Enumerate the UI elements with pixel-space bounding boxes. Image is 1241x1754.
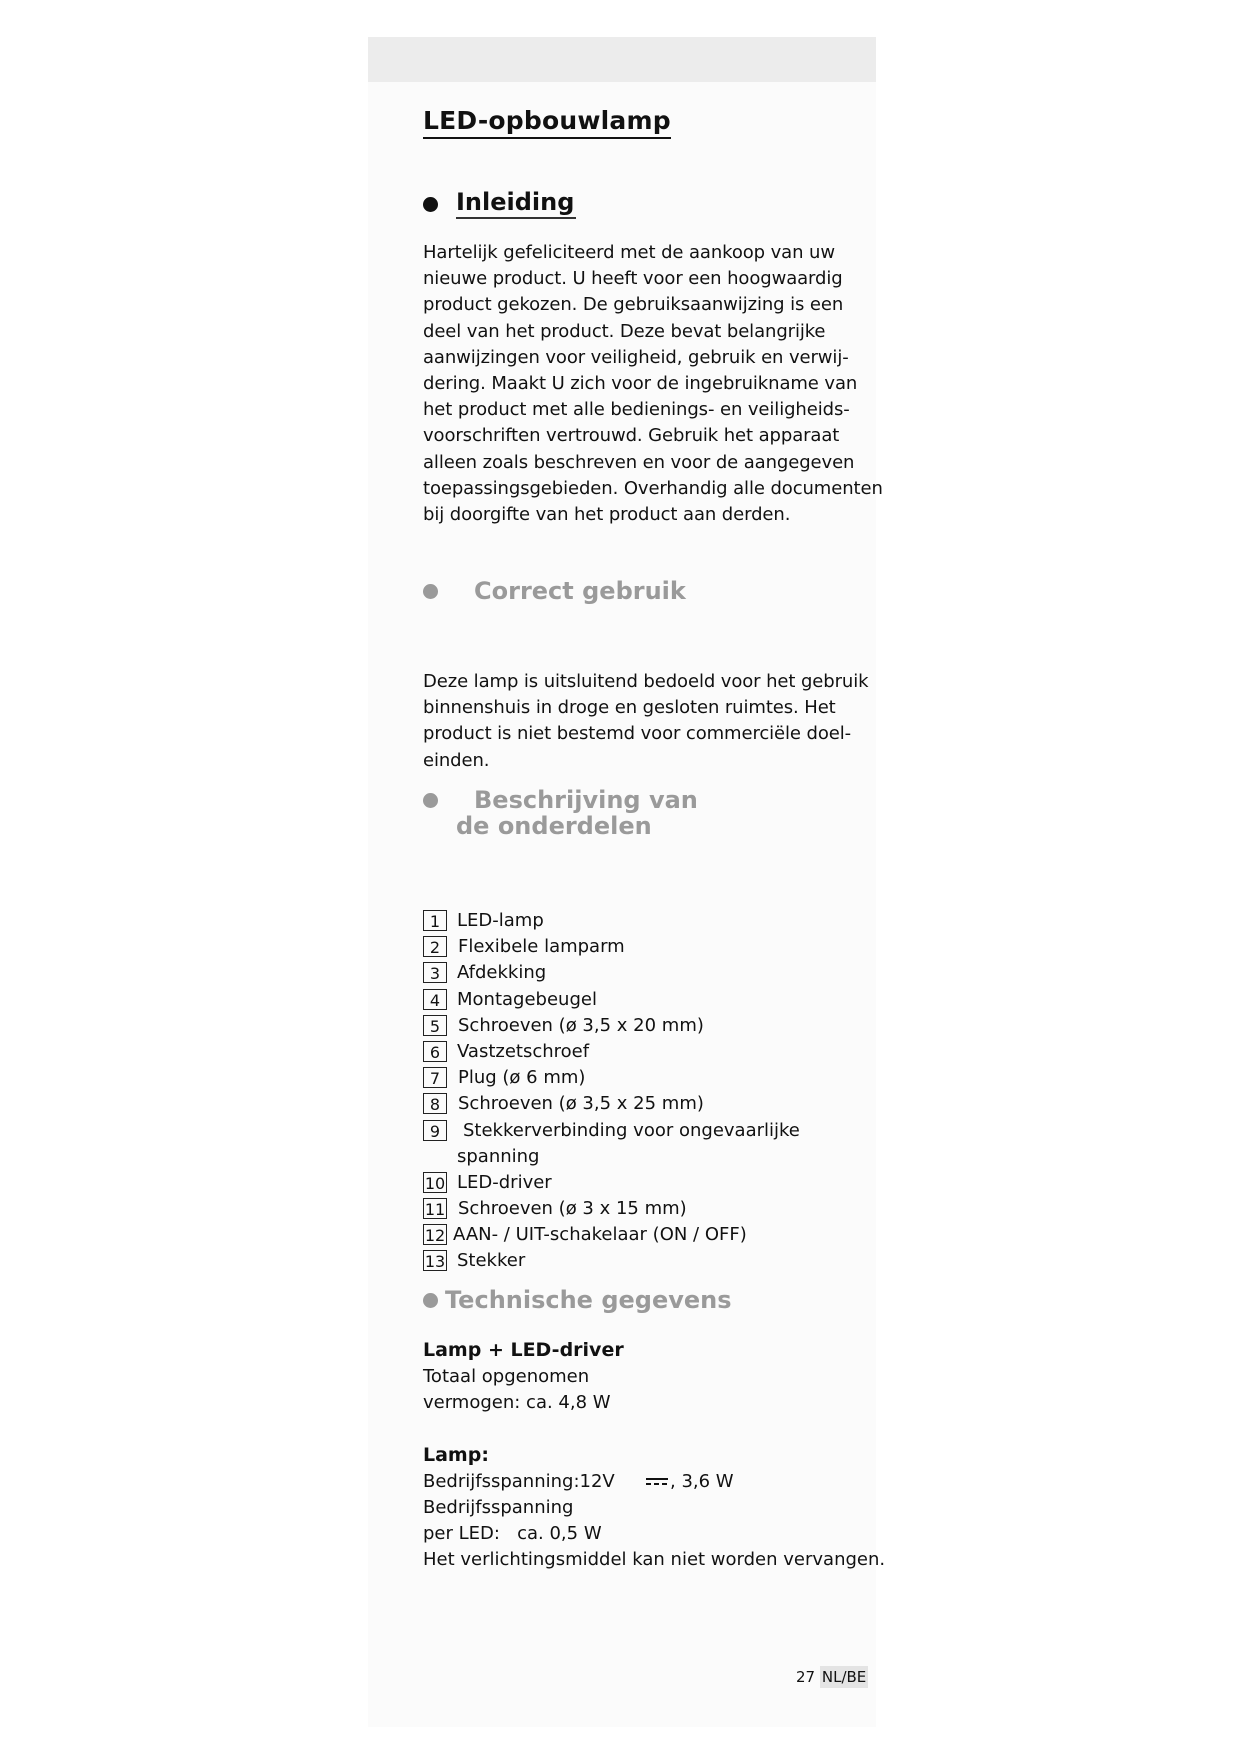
text-line: het product met alle bedienings- en veiligheids- xyxy=(423,399,850,421)
text-line: product gekozen. De gebruiksaanwijzing is een xyxy=(423,294,844,316)
part-label: LED-driver xyxy=(457,1171,552,1193)
list-item xyxy=(423,908,863,934)
heading-beschrijving-line2: de onderdelen xyxy=(456,812,652,840)
list-item-continuation: spanning xyxy=(457,1145,540,1167)
part-label: Vastzetschroef xyxy=(457,1040,590,1062)
document-title: LED-opbouwlamp xyxy=(423,105,671,139)
language-code: NL/BE xyxy=(821,1668,867,1686)
part-number-box: 10 xyxy=(424,1173,446,1193)
section-bullet-icon xyxy=(423,1293,438,1308)
text-line: Deze lamp is uitsluitend bedoeld voor het gebruik xyxy=(423,671,869,692)
part-label: Schroeven (ø 3 x 15 mm) xyxy=(458,1198,687,1220)
heading-technische-gegevens: Technische gegevens xyxy=(445,1286,732,1314)
text-line: deel van het product. Deze bevat belangrijke xyxy=(423,320,826,342)
text-line: bij doorgifte van het product aan derden. xyxy=(423,504,791,526)
part-label: Afdekking xyxy=(457,962,547,984)
list-item xyxy=(423,987,863,1013)
text-line: binnenshuis in droge en gesloten ruimtes. Het xyxy=(423,697,836,719)
page-footer xyxy=(796,1666,868,1688)
text-line: Hartelijk gefeliciteerd met de aankoop van uw xyxy=(423,242,835,263)
spec-line: vermogen: ca. 4,8 W xyxy=(423,1392,611,1413)
list-item xyxy=(423,1013,863,1039)
correct-gebruik-paragraph xyxy=(423,669,869,774)
part-number-box: 7 xyxy=(423,1067,447,1088)
text-line: nieuwe product. U heeft voor een hoogwaardig xyxy=(423,268,843,290)
text-line: alleen zoals beschreven en voor de aangegeven xyxy=(423,451,855,473)
spec-line: Totaal opgenomen xyxy=(423,1366,590,1387)
part-number-box: 9 xyxy=(423,1120,447,1141)
page-number: 27 xyxy=(796,1668,816,1686)
part-label: Plug (ø 6 mm) xyxy=(458,1067,586,1089)
list-item xyxy=(423,934,863,960)
text-line: einden. xyxy=(423,749,490,771)
list-item xyxy=(423,1091,863,1117)
text-line: aanwijzingen voor veiligheid, gebruik en verwij- xyxy=(423,346,849,368)
part-number-box: 8 xyxy=(423,1093,447,1114)
header-band xyxy=(368,37,876,82)
list-item xyxy=(423,1196,863,1222)
heading-beschrijving-line1: Beschrijving van xyxy=(474,786,698,814)
list-item xyxy=(423,1039,863,1065)
spec-line: Bedrijfsspanning xyxy=(423,1497,574,1518)
parts-list xyxy=(423,908,863,1275)
spec-voltage-power xyxy=(646,1469,734,1495)
part-number-box: 2 xyxy=(423,936,447,957)
part-label: Stekkerverbinding voor ongevaarlijke xyxy=(463,1119,800,1141)
spec-line: Het verlichtingsmiddel kan niet worden vervangen. xyxy=(423,1549,886,1570)
part-number-box: 12 xyxy=(424,1226,446,1246)
list-item xyxy=(423,1065,863,1091)
text-line: product is niet bestemd voor commerciële doel- xyxy=(423,723,852,745)
list-item xyxy=(423,1248,863,1274)
part-number-box: 4 xyxy=(423,989,447,1010)
spec-line: per LED: ca. 0,5 W xyxy=(423,1523,602,1544)
direct-current-icon xyxy=(646,1477,668,1487)
heading-inleiding: Inleiding xyxy=(456,187,576,219)
section-bullet-icon xyxy=(423,197,438,212)
part-number-box: 3 xyxy=(423,962,447,983)
spec-voltage-label: Bedrijfsspanning:12V xyxy=(423,1471,615,1492)
part-label: Schroeven (ø 3,5 x 25 mm) xyxy=(458,1093,704,1115)
section-bullet-icon xyxy=(423,584,438,599)
part-number-box: 6 xyxy=(423,1041,447,1062)
part-label: Montagebeugel xyxy=(457,988,597,1010)
part-label: Schroeven (ø 3,5 x 20 mm) xyxy=(458,1014,704,1036)
text-line: dering. Maakt U zich voor de ingebruikname van xyxy=(423,373,858,395)
manual-page xyxy=(368,37,886,1727)
part-number-box: 13 xyxy=(424,1252,446,1272)
subheading-lamp: Lamp: xyxy=(423,1444,489,1466)
list-item xyxy=(423,1118,863,1144)
inleiding-paragraph xyxy=(423,240,883,528)
part-label: Stekker xyxy=(457,1250,526,1272)
heading-correct-gebruik: Correct gebruik xyxy=(474,577,686,605)
section-bullet-icon xyxy=(423,793,438,808)
part-number-box: 1 xyxy=(423,910,447,931)
part-label: AAN- / UIT-schakelaar (ON / OFF) xyxy=(453,1224,747,1246)
spec-power-value: , 3,6 W xyxy=(670,1471,734,1492)
list-item xyxy=(423,960,863,986)
part-number-box: 11 xyxy=(424,1200,446,1220)
list-item xyxy=(423,1170,863,1196)
part-label: LED-lamp xyxy=(457,910,544,931)
part-number-box: 5 xyxy=(423,1015,447,1036)
text-line: voorschriften vertrouwd. Gebruik het apparaat xyxy=(423,425,840,447)
part-label: Flexibele lamparm xyxy=(458,936,625,958)
list-item xyxy=(423,1222,863,1248)
text-line: toepassingsgebieden. Overhandig alle documenten xyxy=(423,477,883,499)
subheading-lamp-driver: Lamp + LED-driver xyxy=(423,1339,624,1361)
